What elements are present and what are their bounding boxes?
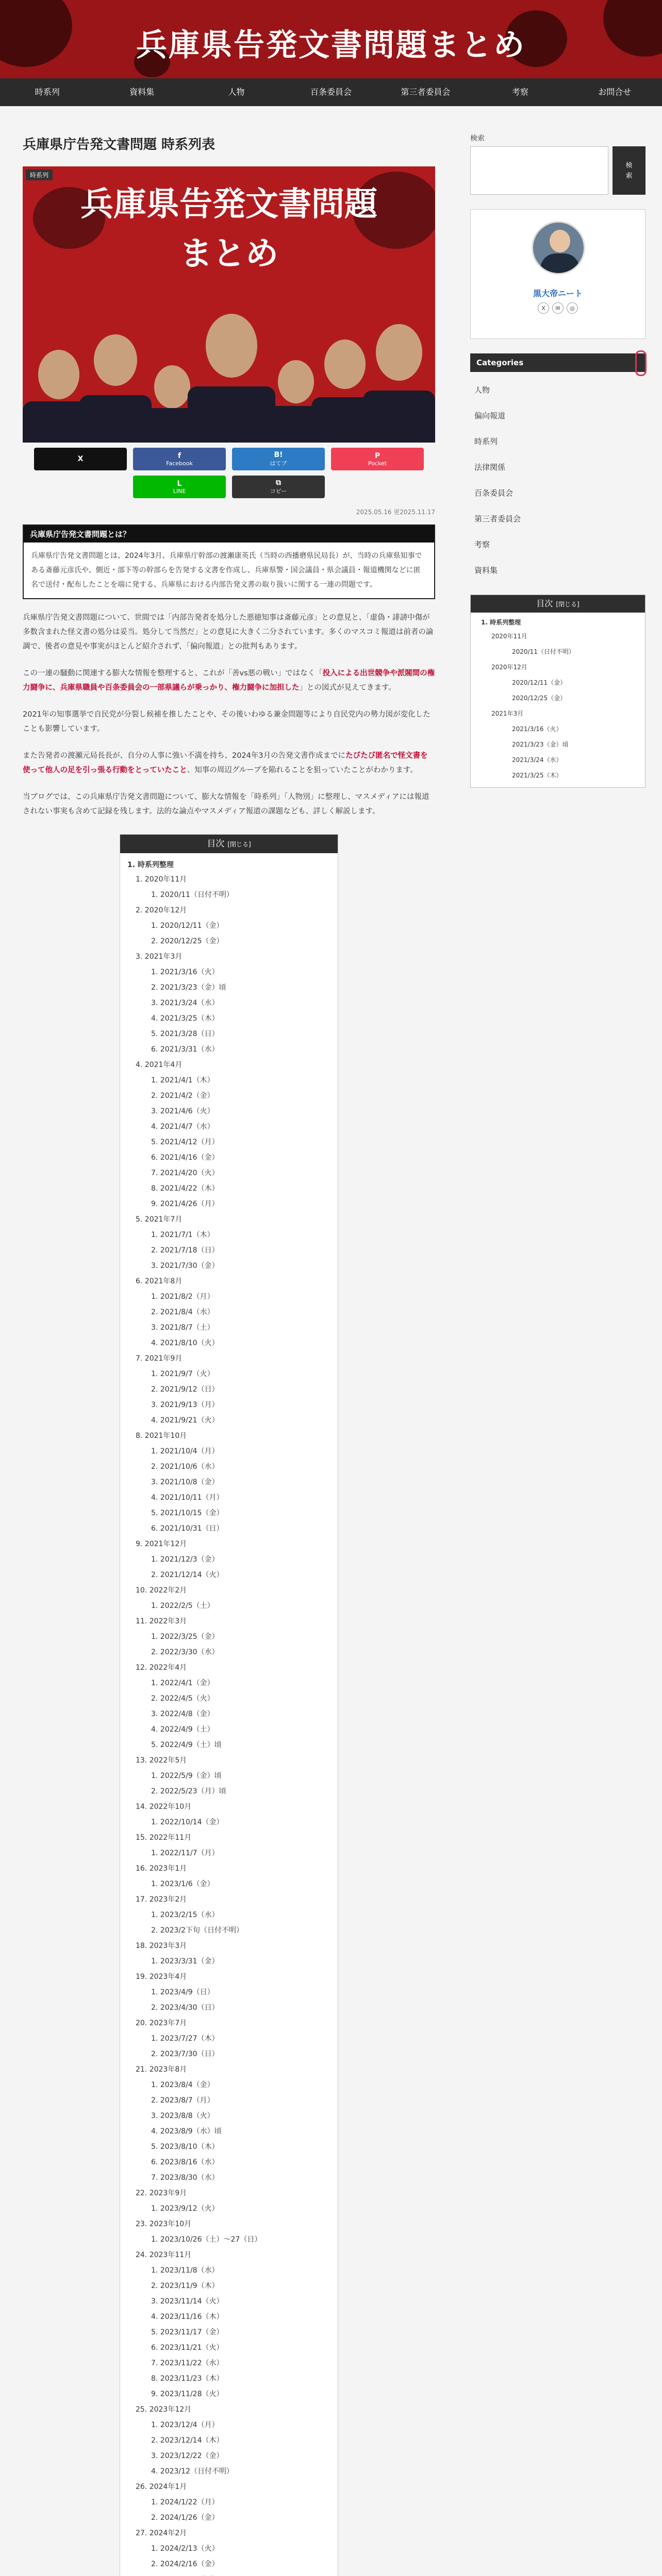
paragraph-text: この一連の騒動に関連する膨大な情報を整理すると、これが「善vs悪の戦い」ではなく「 <box>23 669 323 677</box>
share-x-icon: X <box>77 455 84 463</box>
toc-month-item[interactable]: 7. 2021年9月 <box>136 1354 183 1363</box>
toc-day-item[interactable]: 5. 2021/10/15（金） <box>151 1509 224 1517</box>
portrait-person <box>188 309 275 443</box>
paragraph-text: また告発者の渡瀬元局長長が、自分の人事に強い不満を持ち、2024年3月の告発文書作成までに <box>23 752 346 760</box>
toc-day-item[interactable]: 5. 2021/3/28（日） <box>151 1030 219 1038</box>
entry-title: 兵庫県庁告発文書問題 時系列表 <box>23 137 216 152</box>
category-link[interactable]: 時系列 <box>474 437 498 446</box>
toc-month-item[interactable]: 15. 2022年11月 <box>136 1834 192 1842</box>
toc-day-item[interactable]: 1. 2023/2/15（水） <box>151 1911 219 1919</box>
toc-day-item[interactable]: 7. 2021/4/20（火） <box>151 1169 219 1177</box>
eyecatch-title <box>23 180 435 279</box>
toc-month-item[interactable]: 21. 2023年8月 <box>136 2065 187 2074</box>
toc-month-item[interactable]: 26. 2024年1月 <box>136 2483 187 2491</box>
share-line-icon: L <box>177 479 182 488</box>
sidebar-toc-title: 目次 <box>536 599 553 608</box>
toc-day-item[interactable]: 4. 2021/8/10（火） <box>151 1339 219 1347</box>
toc-day-item[interactable]: 2. 2021/9/12（日） <box>151 1385 219 1394</box>
toc-day-item[interactable]: 3. 2022/4/8（金） <box>151 1710 214 1718</box>
toc-day-item[interactable]: 1. 2022/5/9（金）頃 <box>151 1772 222 1780</box>
toc-day-item[interactable]: 1. 2024/1/22（月） <box>151 2498 219 2506</box>
eyecatch-category-label[interactable]: 時系列 <box>26 170 53 180</box>
paragraph-text: 」との図式が見えてきます。 <box>299 684 396 692</box>
toc-day-item[interactable]: 1. 2020/11（日付不明） <box>151 891 234 899</box>
toc-day-item[interactable]: 9. 2021/4/26（月） <box>151 1200 219 1208</box>
toc-day-item[interactable]: 3. 2021/8/7（土） <box>151 1324 214 1332</box>
share-copy-icon: ⧉ <box>276 479 281 487</box>
sidebar-toc-item[interactable]: 2021/3/23（金）頃 <box>512 741 569 748</box>
share-label: はてブ <box>270 460 287 467</box>
toc-day-item[interactable]: 2. 2021/8/4（水） <box>151 1308 214 1316</box>
toc-day-item[interactable]: 1. 2023/11/8（水） <box>151 2266 219 2275</box>
share-line-button[interactable] <box>133 476 226 498</box>
toc-day-item[interactable]: 1. 2023/3/31（金） <box>151 1957 219 1965</box>
paragraph-text: 2021年の知事選挙で自民党が分裂し候補を推したことや、その後いわゆる兼金問題等により自民党内の勢力図が変化したことも影響しています。 <box>23 710 431 733</box>
eyecatch-title-line: まとめ <box>179 235 278 273</box>
sidebar-toc-toggle[interactable]: [閉じる] <box>556 601 580 608</box>
toc-list <box>120 872 338 2576</box>
sidebar <box>470 133 646 788</box>
toc-day-item[interactable]: 3. 2021/9/13（月） <box>151 1401 219 1409</box>
toc-month-item[interactable]: 13. 2022年5月 <box>136 1756 187 1765</box>
toc-day-item[interactable]: 7. 2023/11/22（水） <box>151 2359 224 2367</box>
toc-day-item[interactable]: 4. 2023/12（日付不明） <box>151 2467 234 2476</box>
toc-day-item[interactable]: 2. 2022/5/23（月）頃 <box>151 1787 226 1795</box>
nav-item[interactable]: 第三者委員会 <box>401 87 451 97</box>
share-label: Facebook <box>166 460 193 467</box>
toc-month-item[interactable]: 5. 2021年7月 <box>136 1215 183 1224</box>
toc-day-item[interactable]: 1. 2023/8/4（金） <box>151 2081 214 2089</box>
share-label: コピー <box>270 488 287 495</box>
toc-title: 目次 <box>207 839 225 849</box>
toc-day-item[interactable]: 4. 2023/8/9（水）頃 <box>151 2127 222 2136</box>
paragraph-text: 当ブログでは、この兵庫県庁告発文書問題について、膨大な情報を「時系列」「人物別」に整理し、マスメディアには報道されない事実も含めて記録を残します。法的な論点やマスメディア報道の課題なども、詳しく解説します。 <box>23 793 429 816</box>
nav-item[interactable]: 資料集 <box>129 87 155 97</box>
share-x-button[interactable] <box>34 448 127 470</box>
toc-month-item[interactable]: 14. 2022年10月 <box>136 1803 192 1811</box>
toc-month-item[interactable]: 22. 2023年9月 <box>136 2189 187 2197</box>
paperclip-icon <box>635 350 647 376</box>
categories-title: Categories <box>476 358 524 367</box>
nav-item[interactable]: お問合せ <box>598 87 632 97</box>
share-hatena-button[interactable] <box>232 448 325 470</box>
sidebar-toc-item[interactable]: 2020年11月 <box>491 633 527 640</box>
toc-day-item[interactable]: 4. 2022/4/9（土） <box>151 1725 214 1734</box>
toc-day-item[interactable]: 5. 2023/11/17（金） <box>151 2328 224 2336</box>
portrait-group <box>23 288 435 443</box>
toc-day-item[interactable]: 1. 2023/1/6（金） <box>151 1880 214 1888</box>
category-link[interactable]: 考察 <box>474 540 490 549</box>
toc-day-item[interactable]: 6. 2021/3/31（水） <box>151 1045 219 1054</box>
intro-paragraph <box>23 611 435 654</box>
toc-day-item[interactable]: 8. 2021/4/22（木） <box>151 1184 219 1193</box>
toc-day-item[interactable]: 1. 2021/9/7（火） <box>151 1370 214 1378</box>
toc-day-item[interactable]: 2. 2024/2/16（金） <box>151 2560 219 2568</box>
toc-day-item[interactable]: 1. 2022/10/14（金） <box>151 1818 224 1826</box>
toc-heading <box>120 835 338 853</box>
paragraph-text: 、知事の周辺グループを陥れることを狙っていたことがわかります。 <box>187 766 418 774</box>
toc-day-item[interactable]: 1. 2021/12/3（金） <box>151 1555 219 1564</box>
intro-paragraph <box>23 707 435 736</box>
toc-day-item[interactable]: 4. 2021/3/25（木） <box>151 1014 219 1023</box>
sidebar-toc-item[interactable]: 2020年12月 <box>491 664 527 671</box>
sidebar-toc <box>470 595 646 788</box>
site-header <box>0 0 662 78</box>
sidebar-toc-item[interactable]: 2021/3/24（水） <box>512 756 562 764</box>
toc-day-item[interactable]: 2. 2023/7/30（日） <box>151 2050 219 2058</box>
site-title-link[interactable]: 兵庫県告発文書問題まとめ <box>136 27 526 63</box>
toc-month-item[interactable]: 18. 2023年3月 <box>136 1942 187 1950</box>
search-input[interactable] <box>470 146 608 195</box>
nav-item[interactable]: 時系列 <box>35 87 60 97</box>
profile-name[interactable]: 黒大帝ニート <box>533 289 583 298</box>
toc-day-item[interactable]: 4. 2021/10/11（月） <box>151 1494 224 1502</box>
toc-day-item[interactable]: 3. 2021/7/30（金） <box>151 1262 219 1270</box>
toc-day-item[interactable]: 2. 2023/2下旬（日付不明） <box>151 1926 244 1935</box>
sidebar-toc-item[interactable]: 2021/3/25（木） <box>512 772 562 779</box>
toc-day-item[interactable]: 5. 2021/4/12（月） <box>151 1138 219 1146</box>
eyecatch-image <box>23 166 435 443</box>
profile-widget <box>470 209 646 339</box>
share-pocket-icon: P <box>374 451 380 460</box>
nav-item[interactable]: 百条委員会 <box>310 87 352 97</box>
toc-day-item[interactable]: 1. 2021/4/1（木） <box>151 1076 214 1084</box>
toc-month-item[interactable]: 16. 2023年1月 <box>136 1865 187 1873</box>
toc-day-item[interactable]: 1. 2022/11/7（月） <box>151 1849 219 1857</box>
toc-toggle[interactable]: [閉じる] <box>227 841 251 848</box>
category-link[interactable]: 人物 <box>474 385 490 395</box>
toc-day-item[interactable]: 1. 2021/7/1（木） <box>151 1231 214 1239</box>
share-facebook-icon: f <box>177 451 181 460</box>
toc-day-item[interactable]: 8. 2023/11/23（木） <box>151 2375 224 2383</box>
toc-month-item[interactable]: 25. 2023年12月 <box>136 2405 192 2414</box>
toc-month-item[interactable]: 4. 2021年4月 <box>136 1061 183 1069</box>
sidebar-toc-item[interactable]: 1. 時系列整理 <box>481 619 521 626</box>
toc-day-item[interactable]: 1. 2021/10/4（月） <box>151 1447 219 1455</box>
toc-month-item[interactable]: 10. 2022年2月 <box>136 1586 187 1595</box>
table-of-contents <box>120 834 338 2576</box>
main-content <box>23 134 435 2576</box>
intro-paragraphs <box>23 611 435 819</box>
sidebar-toc-item[interactable]: 2020/11（日付不明） <box>512 648 575 655</box>
toc-day-item[interactable]: 2. 2020/12/25（金） <box>151 937 224 945</box>
toc-day-item[interactable]: 5. 2023/8/10（木） <box>151 2143 219 2151</box>
toc-day-item[interactable]: 4. 2023/11/16（木） <box>151 2313 224 2321</box>
toc-day-item[interactable]: 6. 2023/8/16（水） <box>151 2158 219 2166</box>
toc-month-item[interactable]: 3. 2021年3月 <box>136 953 183 961</box>
share-buttons <box>23 448 435 498</box>
toc-month-item[interactable]: 20. 2023年7月 <box>136 2019 187 2027</box>
toc-item[interactable]: 1. 時系列整理 <box>127 861 174 869</box>
summary-heading: 兵庫県庁告発文書問題とは？ <box>24 526 434 543</box>
toc-day-item[interactable]: 2. 2024/1/26（金） <box>151 2514 219 2522</box>
profile-sns-links <box>471 302 645 314</box>
category-link[interactable]: 第三者委員会 <box>474 514 521 523</box>
toc-day-item[interactable]: 2. 2021/7/18（日） <box>151 1246 219 1255</box>
toc-month-item[interactable]: 2. 2020年12月 <box>136 906 187 914</box>
toc-month-item[interactable]: 27. 2024年2月 <box>136 2529 187 2537</box>
toc-month-item[interactable]: 9. 2021年12月 <box>136 1540 187 1548</box>
toc-month-item[interactable]: 24. 2023年11月 <box>136 2251 192 2259</box>
toc-day-item[interactable] <box>120 2572 338 2576</box>
toc-day-item[interactable]: 2. 2021/10/6（水） <box>151 1463 219 1471</box>
toc-day-item[interactable]: 1. 2022/3/25（金） <box>151 1633 219 1641</box>
sidebar-toc-list <box>471 629 645 787</box>
intro-paragraph <box>23 790 435 819</box>
toc-day-item[interactable]: 1. 2021/3/16（火） <box>151 968 219 976</box>
toc-month-item[interactable]: 12. 2022年4月 <box>136 1664 187 1672</box>
toc-day-item[interactable]: 2. 2023/11/9（木） <box>151 2282 219 2290</box>
toc-month-item[interactable]: 19. 2023年4月 <box>136 1973 187 1981</box>
toc-day-item[interactable]: 1. 2020/12/11（金） <box>151 922 224 930</box>
eyecatch-title-line: 兵庫県告発文書問題 <box>80 185 377 224</box>
toc-day-item[interactable]: 2. 2023/8/7（月） <box>151 2096 214 2105</box>
share-label: LINE <box>173 487 186 495</box>
toc-day-item[interactable]: 9. 2023/11/28（火） <box>151 2390 224 2398</box>
toc-day-item[interactable]: 6. 2023/11/21（火） <box>151 2344 224 2352</box>
share-hatena-icon: B! <box>274 451 283 459</box>
sidebar-toc-item[interactable]: 2021/3/16（火） <box>512 725 562 733</box>
toc-day-item[interactable]: 2. 2021/12/14（火） <box>151 1571 224 1579</box>
toc-day-item[interactable]: 2. 2023/4/30（日） <box>151 2004 219 2012</box>
category-link[interactable]: 偏向報道 <box>474 411 506 420</box>
post-date: 2025.05.16 更2025.11.17 <box>356 509 435 516</box>
share-label: Pocket <box>368 460 387 467</box>
toc-day-item[interactable]: 5. 2022/4/9（土）頃 <box>151 1741 222 1749</box>
toc-day-item[interactable]: 1. 2021/8/2（月） <box>151 1293 214 1301</box>
highlight-text: たびたび匿名で怪文書を使って他人の足を引っ張る行動をとっていたこと <box>23 752 428 774</box>
summary-body: 兵庫県庁告発文書問題とは、2024年3月、兵庫県庁幹部の渡瀬康英氏（当時の西播磨県民局長）が、当時の兵庫県知事である斎藤元彦氏や、側近・部下等の幹部らを告発する文書を作成し、兵庫県警・国会議員・県会議員・報道機関などに匿名で送付・配布したことを端に発する、兵庫県における内部告発文書の取り扱いに関する一連の問題です。 <box>31 552 422 589</box>
highlight-text: 投入による出世競争や派閥間の権力闘争に、兵庫県職員や百条委員会の一部県議らが乗っかり、権力闘争に加担した <box>23 669 435 692</box>
paragraph-text: 兵庫県庁告発文書問題について、世間では「内部告発者を処分した悪徳知事は斎藤元彦」との意見と、「虚偽・誹謗中傷が多数含まれた怪文書の処分は妥当。処分して当然だ」との意見に大きく二分されています。多くのマスコミ報道は前者の論調で、後者の意見や事実がほとんど紹介されず、「偏向報道」との批判もあります。 <box>23 614 434 651</box>
toc-month-item[interactable]: 1. 2020年11月 <box>136 875 187 884</box>
portrait-person <box>363 319 435 443</box>
sidebar-toc-item[interactable]: 2021年3月 <box>491 710 524 717</box>
search-widget <box>470 146 646 195</box>
sidebar-toc-item[interactable]: 2020/12/11（金） <box>512 679 567 686</box>
nav-item[interactable]: 人物 <box>228 87 245 97</box>
category-link[interactable]: 資料集 <box>474 566 498 575</box>
toc-month-item[interactable]: 11. 2022年3月 <box>136 1617 187 1625</box>
global-nav <box>0 78 662 106</box>
toc-day-item[interactable]: 1. 2023/12/4（月） <box>151 2421 219 2429</box>
category-list <box>470 377 646 583</box>
toc-month-item[interactable]: 17. 2023年2月 <box>136 1895 187 1904</box>
toc-month-item[interactable]: 23. 2023年10月 <box>136 2220 192 2228</box>
portrait-person <box>79 329 152 443</box>
mail-icon[interactable]: ✉ <box>552 302 564 314</box>
toc-day-item[interactable]: 3. 2023/11/14（火） <box>151 2297 224 2306</box>
summary-box <box>23 524 435 599</box>
toc-day-item[interactable]: 6. 2021/4/16（金） <box>151 1154 219 1162</box>
sidebar-toc-heading <box>471 595 645 613</box>
toc-day-item[interactable]: 1. 2022/4/1（金） <box>151 1679 214 1687</box>
toc-day-item[interactable]: 3. 2021/3/24（水） <box>151 999 219 1007</box>
x-icon[interactable]: X <box>538 302 549 314</box>
categories-heading <box>470 353 646 372</box>
toc-day-item[interactable]: 3. 2023/8/8（火） <box>151 2112 214 2120</box>
toc-day-item[interactable]: 1. 2023/7/27（木） <box>151 2035 219 2043</box>
sidebar-toc-item[interactable]: 2020/12/25（金） <box>512 694 567 702</box>
toc-day-item[interactable]: 4. 2021/4/7（水） <box>151 1123 214 1131</box>
toc-month-item[interactable]: 6. 2021年8月 <box>136 1277 183 1285</box>
share-pocket-button[interactable] <box>331 448 424 470</box>
toc-day-item[interactable]: 3. 2021/4/6（火） <box>151 1107 214 1115</box>
toc-day-item[interactable]: 3. 2023/12/22（金） <box>151 2452 224 2460</box>
toc-day-item[interactable]: 1. 2022/2/5（土） <box>151 1602 214 1610</box>
toc-day-item[interactable]: 1. 2023/4/9（日） <box>151 1988 214 1996</box>
toc-day-item[interactable]: 7. 2023/8/30（水） <box>151 2174 219 2182</box>
toc-day-item[interactable]: 1. 2024/2/13（火） <box>151 2545 219 2553</box>
nav-item[interactable]: 考察 <box>511 87 528 97</box>
toc-day-item[interactable]: 3. 2021/10/8（金） <box>151 1478 219 1486</box>
avatar <box>532 221 585 275</box>
intro-paragraph <box>23 666 435 695</box>
toc-day-item[interactable]: 2. 2022/3/30（水） <box>151 1648 219 1656</box>
toc-day-item[interactable]: 1. 2023/9/12（火） <box>151 2205 219 2213</box>
share-copy-button[interactable] <box>232 476 325 498</box>
toc-day-item[interactable]: 6. 2021/10/31（日） <box>151 1524 224 1533</box>
toc-month-item[interactable]: 8. 2021年10月 <box>136 1432 187 1440</box>
intro-paragraph <box>23 749 435 777</box>
instagram-icon[interactable]: ◎ <box>567 302 578 314</box>
toc-day-item[interactable]: 2. 2023/12/14（木） <box>151 2436 224 2445</box>
toc-day-item[interactable]: 2. 2022/4/5（火） <box>151 1694 214 1703</box>
toc-day-item[interactable]: 2. 2021/4/2（金） <box>151 1092 214 1100</box>
category-link[interactable]: 法律関係 <box>474 463 506 472</box>
toc-day-item[interactable]: 1. 2023/10/26（土）～27（日） <box>151 2235 262 2244</box>
toc-day-item[interactable]: 2. 2021/3/23（金）頃 <box>151 984 226 992</box>
search-widget-title: 検索 <box>470 134 485 143</box>
search-button[interactable]: 検 索 <box>613 146 646 195</box>
toc-day-item[interactable]: 4. 2021/9/21（火） <box>151 1416 219 1425</box>
share-facebook-button[interactable] <box>133 448 226 470</box>
category-link[interactable]: 百条委員会 <box>474 488 514 498</box>
